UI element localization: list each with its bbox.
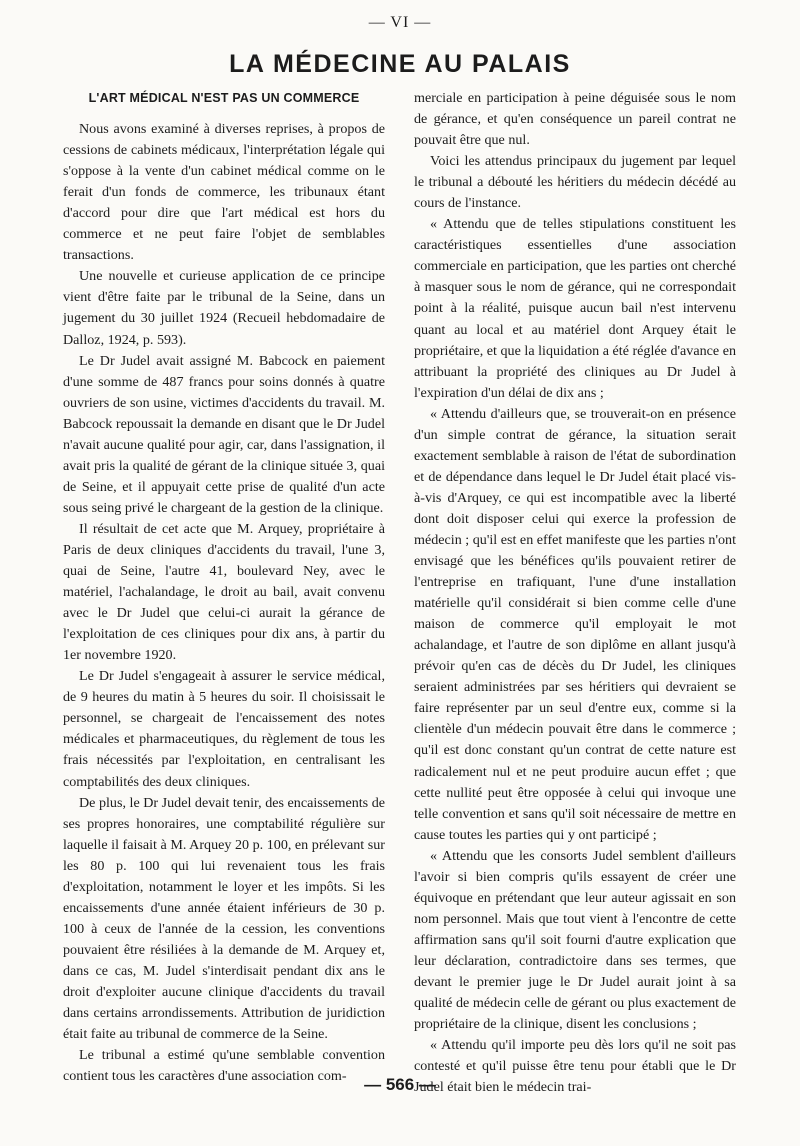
right-column: [414, 88, 736, 1098]
folio-roman: — VI —: [368, 14, 432, 31]
paragraph: Le Dr Judel s'engageait à assurer le service médical, de 9 heures du matin à 5 heures du soir. Il choisissait le personnel, se chargeait de l'encaissement des notes médicales et pharmaceutiques, du règlement de tous les frais nécessités par l'exploitation, en centralisant les comptabilités des deux cliniques.: [63, 668, 385, 790]
left-column: [63, 88, 385, 1087]
paragraph: Le tribunal a estimé qu'une semblable convention contient tous les caractères d'une association com-: [63, 1047, 385, 1085]
article-heading: L'ART MÉDICAL N'EST PAS UN COMMERCE: [88, 91, 360, 105]
page-number: — 566 —: [364, 1075, 436, 1094]
paragraph: Une nouvelle et curieuse application de ce principe vient d'être faite par le tribunal de la Seine, dans un jugement du 30 juillet 1924 (Recueil hebdomadaire de Dalloz, 1924, p. 593).: [63, 268, 385, 348]
paragraph: « Attendu que les consorts Judel semblent d'ailleurs l'avoir si bien compris qu'ils essayent de créer une équivoque en prétendant que leur auteur agissait en son nom personnel. Mais que tout vient à l'encontre de cette affirmation sans qu'il soit fourni d'autre explication que leur déclaration, contradictoire dans ses termes, que devant le premier juge le Dr Judel aurait joint à sa qualité de médecin celle de gérant ou plus exactement de propriétaire de la clinique, disent les conclusions ;: [414, 847, 736, 1033]
paragraph: « Attendu d'ailleurs que, se trouverait-on en présence d'un simple contrat de gérance, la situation serait exactement semblable à raison de l'état de subordination et de dépendance dans lequel le Dr Judel était placé vis-à-vis d'Arquey, ce qui est incompatible avec la liberté dont doit disposer celui qui exerce la profession de médecin ; qu'il est en effet manifeste que les parties n'ont envisagé que les bénéfices qu'ils pouvaient retirer de l'entreprise en trafiquant, l'une d'une installation matérielle qu'il considérait si bien comme celle d'une maison de commerce qu'il employait le mot achalandage, et l'autre de son diplôme en allant jusqu'à prévoir qu'en cas de décès du Dr Judel, les cliniques seraient administrées par ses héritiers qui devraient se faire représenter par un seul d'entre eux, comme si la clientèle d'un médecin pouvait être dans le commerce ; qu'il est donc constant qu'un contrat de cette nature est radicalement nul et ne peut produire aucun effet ; que cette nullité peut être opposée à celui qui invoque une telle convention et sans qu'il soit nécessaire de mettre en cause toutes les parties qui y ont participé ;: [414, 405, 736, 843]
paragraph: « Attendu que de telles stipulations constituent les caractéristiques essentielles d'une association commerciale en participation, que les parties ont cherché à masquer sous le nom de gérance, qui ne correspondait point à la réalité, puisque aucun bail n'est intervenu quant au local et au matériel dont Arquey était le propriétaire, et que la liquidation a été réglée d'avance en attribuant la propriété des cliniques au Dr Judel à l'expiration d'un délai de dix ans ;: [414, 216, 736, 401]
paragraph: Nous avons examiné à diverses reprises, à propos de cessions de cabinets médicaux, l'interprétation légale qui s'oppose à la vente d'un cabinet médical comme on le ferait d'un fonds de commerce, les tribunaux étant d'accord pour dire que l'art médical est hors du commerce et ne peut faire l'objet de semblables transactions.: [63, 121, 385, 264]
paragraph: De plus, le Dr Judel devait tenir, des encaissements de ses propres honoraires, une comptabilité régulière sur laquelle il faisait à M. Arquey 20 p. 100, en prélevant sur les 80 p. 100 qui lui revenaient tous les frais d'exploitation, notamment le loyer et les impôts. Si les encaissements d'une année étaient inférieurs de 30 p. 100 à ceux de l'année de la cession, les conventions pouvaient être résiliées à la demande de M. Arquey et, dans ce cas, M. Judel s'interdisait pendant dix ans le droit d'exploiter aucune clinique d'accidents du travail dans certains arrondissements. Attribution de juridiction était faite au tribunal de commerce de la Seine.: [63, 794, 385, 1043]
paragraph: Voici les attendus principaux du jugement par lequel le tribunal a débouté les héritiers du médecin décédé au cours de l'instance.: [414, 153, 736, 212]
journal-title: LA MÉDECINE AU PALAIS: [229, 50, 571, 78]
paragraph-continued: merciale en participation à peine déguisée sous le nom de gérance, et qu'en conséquence un pareil contrat ne pouvait être que nul.: [414, 90, 736, 149]
paragraph: Il résultait de cet acte que M. Arquey, propriétaire à Paris de deux cliniques d'accidents du travail, l'une 3, quai de Seine, l'autre 41, boulevard Ney, avec le matériel, l'achalandage, le droit au bail, avait convenu avec le Dr Judel que celui-ci aurait la gérance de l'exploitation de ces cliniques pour dix ans, à partir du 1er novembre 1920.: [63, 520, 385, 664]
paragraph: « Attendu qu'il importe peu dès lors qu'il ne soit pas contesté et qu'il puisse être tenu pour établi que le Dr Judel était bien le médecin trai-: [414, 1037, 736, 1096]
paragraph: Le Dr Judel avait assigné M. Babcock en paiement d'une somme de 487 francs pour soins donnés à quatre ouvriers de son usine, victimes d'accidents du travail. M. Babcock repoussait la demande en disant que le Dr Judel n'avait aucune qualité pour agir, car, dans l'assignation, il avait pris la qualité de gérant de la clinique située 3, quai de Seine, et il appuyait cette prise de qualité d'un acte sous seing privé le chargeant de la gestion de la clinique.: [63, 352, 385, 516]
